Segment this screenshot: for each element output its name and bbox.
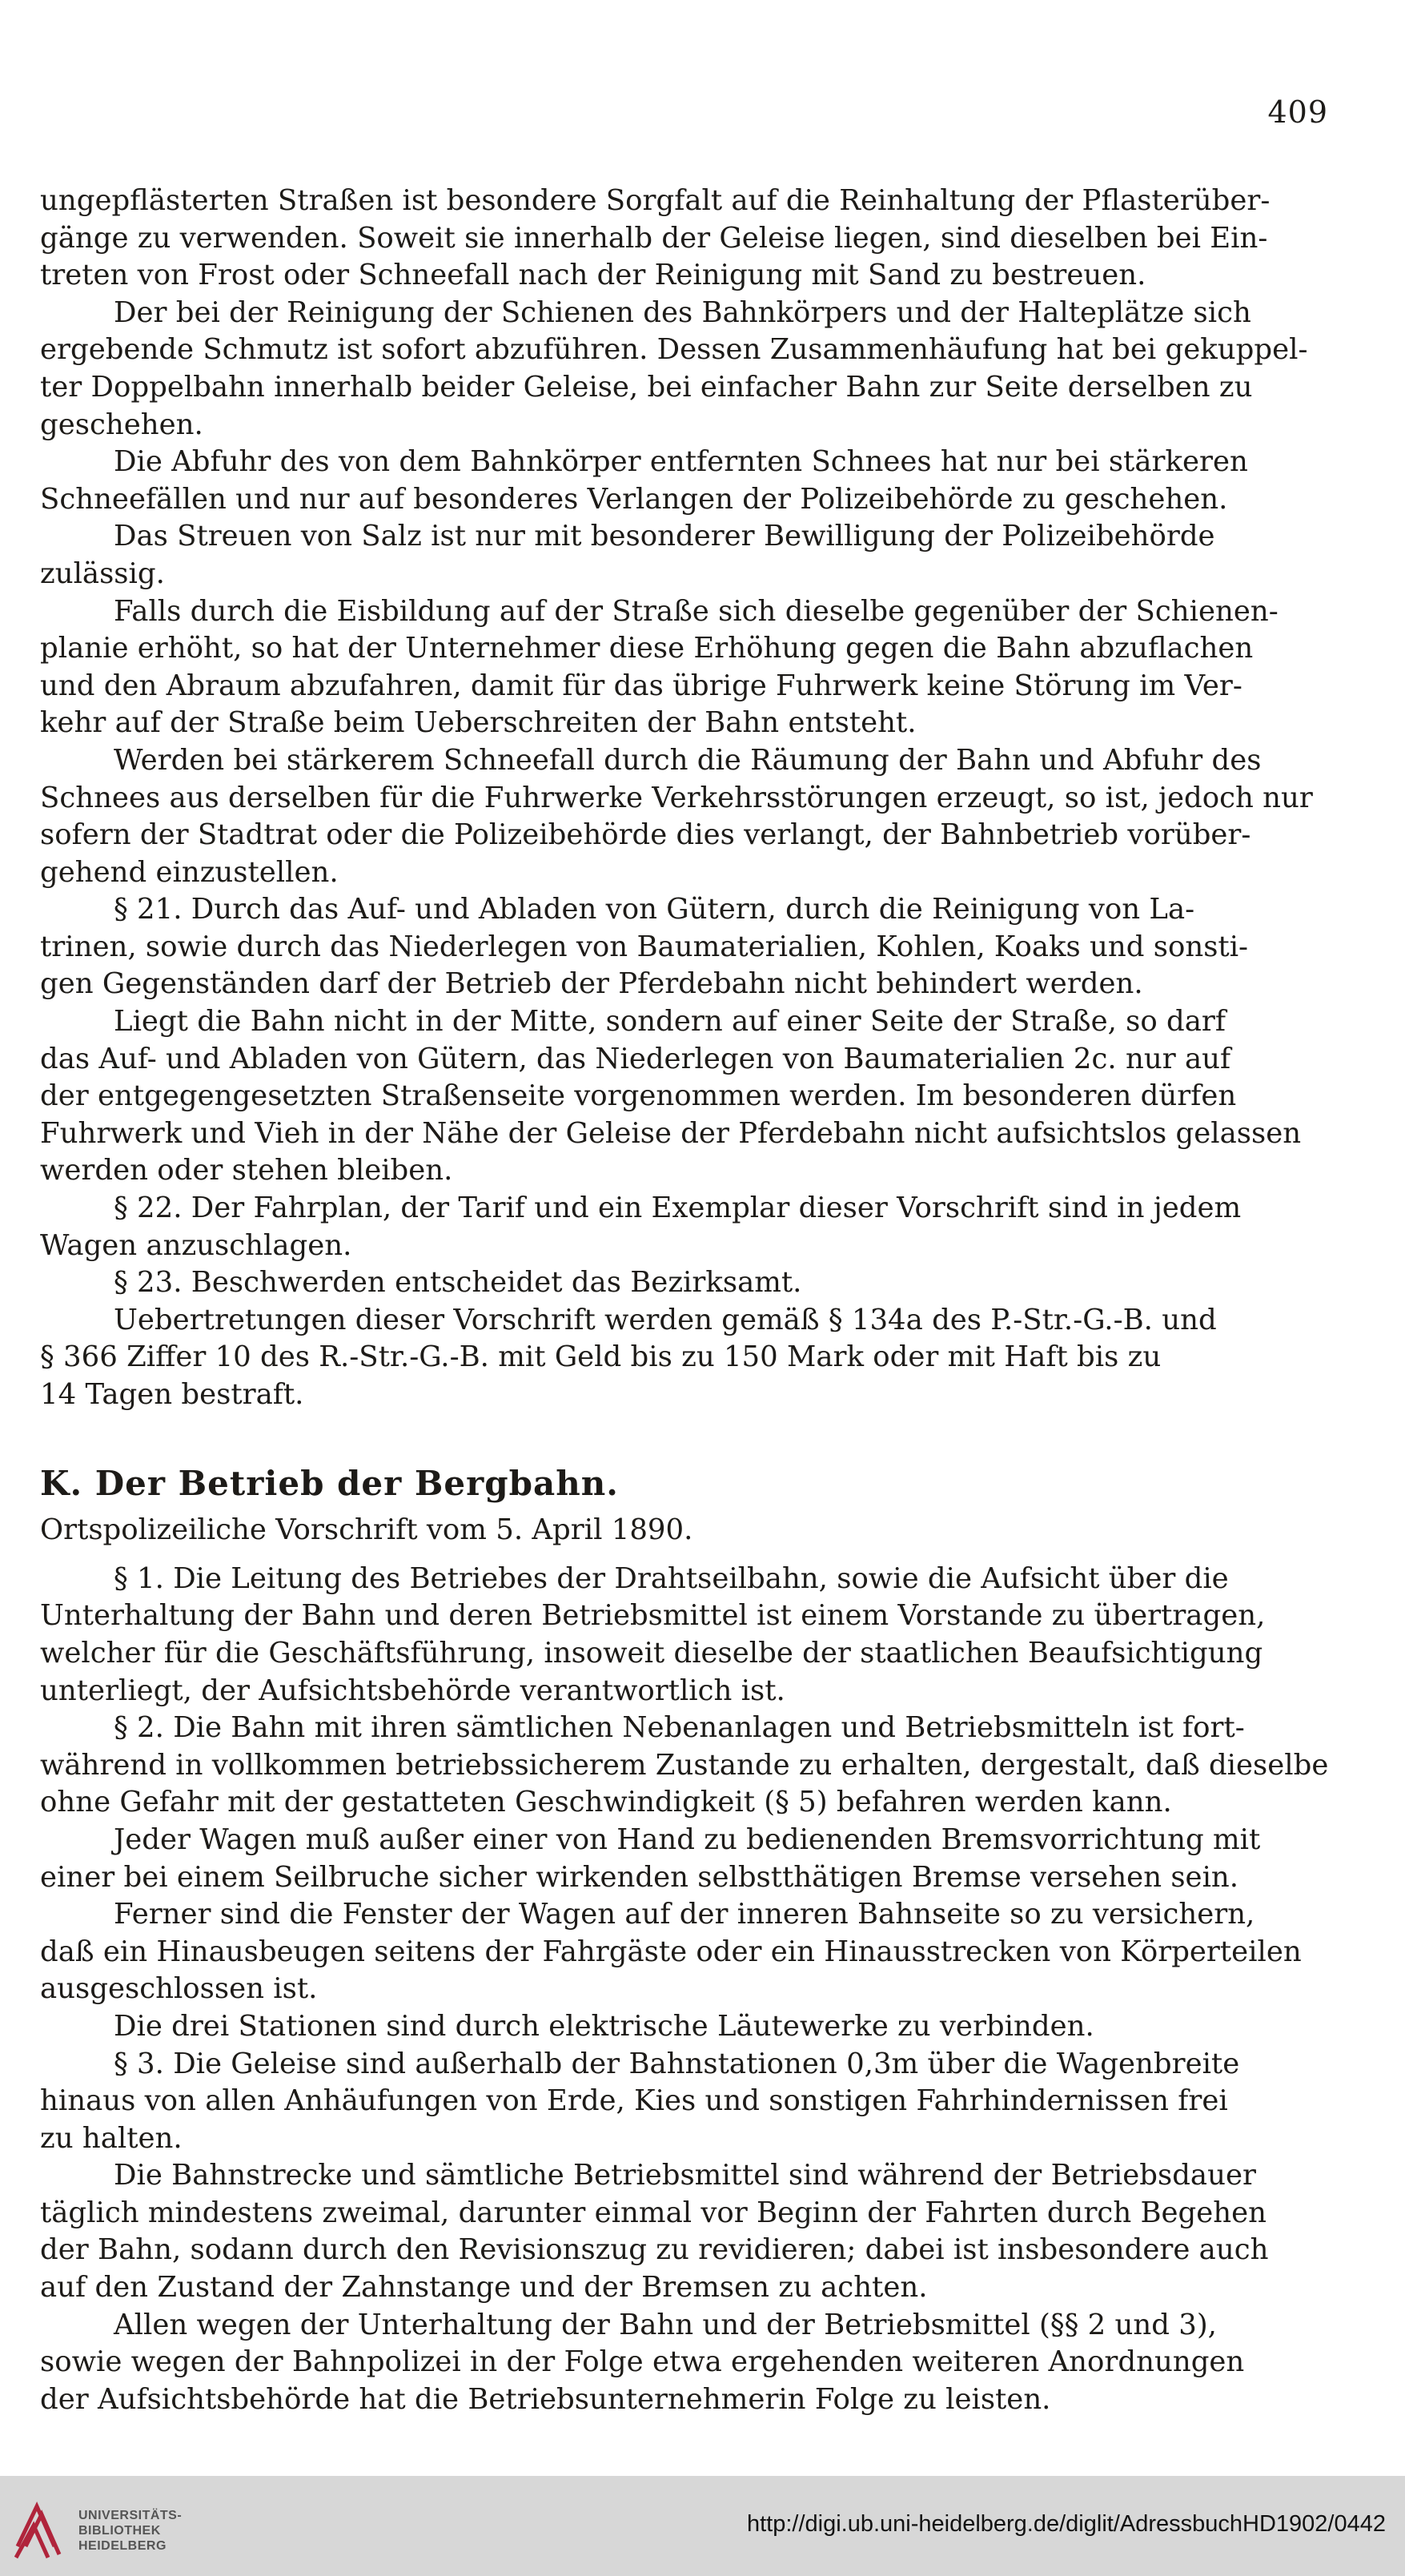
text-line: ergebende Schmutz ist sofort abzuführen. Dessen Zusammenhäufung hat bei gekuppel- xyxy=(40,333,1308,367)
library-name xyxy=(78,2508,182,2554)
text-line: Ferner sind die Fenster der Wagen auf der inneren Bahnseite so zu versichern, xyxy=(114,1898,1255,1931)
text-line: daß ein Hinausbeugen seitens der Fahrgäste oder ein Hinausstrecken von Körperteilen xyxy=(40,1935,1302,1968)
text-line: auf den Zustand der Zahnstange und der Bremsen zu achten. xyxy=(40,2271,928,2305)
section-subheading: Ortspolizeiliche Vorschrift vom 5. April 1890. xyxy=(40,1513,693,1547)
text-line: § 21. Durch das Auf- und Abladen von Gütern, durch die Reinigung von La- xyxy=(114,893,1195,926)
text-line: ohne Gefahr mit der gestatteten Geschwindigkeit (§ 5) befahren werden kann. xyxy=(40,1786,1172,1819)
text-line: Wagen anzuschlagen. xyxy=(40,1228,352,1262)
text-line: gehend einzustellen. xyxy=(40,855,339,889)
text-line: trinen, sowie durch das Niederlegen von Baumaterialien, Kohlen, Koaks und sonsti- xyxy=(40,930,1249,963)
text-line: Werden bei stärkerem Schneefall durch die Räumung der Bahn und Abfuhr des xyxy=(114,743,1262,777)
text-line: unterliegt, der Aufsichtsbehörde verantwortlich ist. xyxy=(40,1674,785,1707)
text-line: treten von Frost oder Schneefall nach der Reinigung mit Sand zu bestreuen. xyxy=(40,259,1146,292)
text-line: Die drei Stationen sind durch elektrische Läutewerke zu verbinden. xyxy=(114,2009,1094,2043)
text-line: sowie wegen der Bahnpolizei in der Folge etwa ergehenden weiteren Anordnungen xyxy=(40,2345,1245,2379)
text-line: ausgeschlossen ist. xyxy=(40,1972,318,2006)
page-body xyxy=(40,183,1332,2418)
text-line: § 3. Die Geleise sind außerhalb der Bahnstationen 0,3m über die Wagenbreite xyxy=(114,2047,1240,2080)
text-line: kehr auf der Straße beim Ueberschreiten der Bahn entsteht. xyxy=(40,706,917,740)
text-line: 14 Tagen bestraft. xyxy=(40,1378,304,1411)
text-line: Liegt die Bahn nicht in der Mitte, sondern auf einer Seite der Straße, so darf xyxy=(114,1005,1226,1039)
text-line: Unterhaltung der Bahn und deren Betriebsmittel ist einem Vorstande zu übertragen, xyxy=(40,1599,1266,1633)
text-line: der Aufsichtsbehörde hat die Betriebsunternehmerin Folge zu leisten. xyxy=(40,2382,1051,2416)
text-line: werden oder stehen bleiben. xyxy=(40,1154,453,1188)
text-line: § 22. Der Fahrplan, der Tarif und ein Exemplar dieser Vorschrift sind in jedem xyxy=(114,1192,1242,1225)
library-logo-icon xyxy=(13,2490,67,2567)
text-line: geschehen. xyxy=(40,408,203,441)
text-line: Schneefällen und nur auf besonderes Verlangen der Polizeibehörde zu geschehen. xyxy=(40,482,1228,516)
text-line: § 1. Die Leitung des Betriebes der Drahtseilbahn, sowie die Aufsicht über die xyxy=(114,1561,1229,1595)
text-line: Die Abfuhr des von dem Bahnkörper entfernten Schnees hat nur bei stärkeren xyxy=(114,445,1248,479)
text-line: während in vollkommen betriebssicherem Zustande zu erhalten, dergestalt, daß dieselbe xyxy=(40,1748,1329,1782)
text-line: sofern der Stadtrat oder die Polizeibehörde dies verlangt, der Bahnbetrieb vorüber- xyxy=(40,818,1251,852)
text-line: Falls durch die Eisbildung auf der Straße sich dieselbe gegenüber der Schienen- xyxy=(114,594,1279,628)
text-line: Allen wegen der Unterhaltung der Bahn und der Betriebsmittel (§§ 2 und 3), xyxy=(114,2308,1217,2341)
text-line: Fuhrwerk und Vieh in der Nähe der Geleise der Pferdebahn nicht aufsichtslos gelassen xyxy=(40,1116,1302,1150)
text-line: hinaus von allen Anhäufungen von Erde, Kies und sonstigen Fahrhindernissen frei xyxy=(40,2084,1228,2118)
section-heading: K. Der Betrieb der Bergbahn. xyxy=(40,1463,619,1503)
library-name-line: HEIDELBERG xyxy=(78,2539,167,2553)
text-line: ungepflästerten Straßen ist besondere Sorgfalt auf die Reinhaltung der Pflasterüber- xyxy=(40,184,1271,217)
text-line: zu halten. xyxy=(40,2121,183,2155)
text-line: Das Streuen von Salz ist nur mit besonderer Bewilligung der Polizeibehörde xyxy=(114,520,1215,553)
text-line: gänge zu verwenden. Soweit sie innerhalb der Geleise liegen, sind dieselben bei Ein- xyxy=(40,221,1268,255)
text-line: gen Gegenständen darf der Betrieb der Pferdebahn nicht behindert werden. xyxy=(40,967,1143,1001)
ordinance-text-top xyxy=(40,183,1332,1414)
text-line: Jeder Wagen muß außer einer von Hand zu bedienenden Bremsvorrichtung mit xyxy=(114,1822,1261,1856)
text-line: einer bei einem Seilbruche sicher wirkenden selbstthätigen Bremse versehen sein. xyxy=(40,1860,1239,1894)
text-line: das Auf- und Abladen von Gütern, das Niederlegen von Baumaterialien 2c. nur auf xyxy=(40,1042,1231,1075)
text-line: § 366 Ziffer 10 des R.-Str.-G.-B. mit Geld bis zu 150 Mark oder mit Haft bis zu xyxy=(40,1340,1162,1374)
text-line: welcher für die Geschäftsführung, insoweit dieselbe der staatlichen Beaufsichtigung xyxy=(40,1636,1263,1670)
text-line: Schnees aus derselben für die Fuhrwerke Verkehrsstörungen erzeugt, so ist, jedoch nur xyxy=(40,781,1313,814)
text-line: § 2. Die Bahn mit ihren sämtlichen Nebenanlagen und Betriebsmitteln ist fort- xyxy=(114,1711,1245,1745)
text-line: und den Abraum abzufahren, damit für das übrige Fuhrwerk keine Störung im Ver- xyxy=(40,669,1242,702)
text-line: täglich mindestens zweimal, darunter einmal vor Beginn der Fahrten durch Begehen xyxy=(40,2196,1267,2229)
library-name-line: BIBLIOTHEK xyxy=(78,2524,161,2538)
text-line: Die Bahnstrecke und sämtliche Betriebsmittel sind während der Betriebsdauer xyxy=(114,2159,1256,2192)
text-line: Der bei der Reinigung der Schienen des Bahnkörpers und der Halteplätze sich xyxy=(114,295,1251,329)
footer-bar xyxy=(0,2476,1405,2576)
text-line: planie erhöht, so hat der Unternehmer diese Erhöhung gegen die Bahn abzuflachen xyxy=(40,632,1254,665)
library-name-line: UNIVERSITÄTS- xyxy=(78,2509,183,2522)
source-url-link[interactable]: http://digi.ub.uni-heidelberg.de/diglit/AdressbuchHD1902/0442 xyxy=(746,2511,1386,2537)
text-line: zulässig. xyxy=(40,557,165,590)
text-line: der Bahn, sodann durch den Revisionszug zu revidieren; dabei ist insbesondere auch xyxy=(40,2233,1269,2267)
text-line: § 23. Beschwerden entscheidet das Bezirksamt. xyxy=(114,1266,802,1300)
text-line: ter Doppelbahn innerhalb beider Geleise, bei einfacher Bahn zur Seite derselben zu xyxy=(40,370,1253,404)
ordinance-text-bottom xyxy=(40,1561,1332,2419)
text-line: Uebertretungen dieser Vorschrift werden gemäß § 134a des P.-Str.-G.-B. und xyxy=(114,1303,1217,1336)
text-line: der entgegengesetzten Straßenseite vorgenommen werden. Im besonderen dürfen xyxy=(40,1079,1237,1113)
page-number: 409 xyxy=(1267,94,1328,130)
